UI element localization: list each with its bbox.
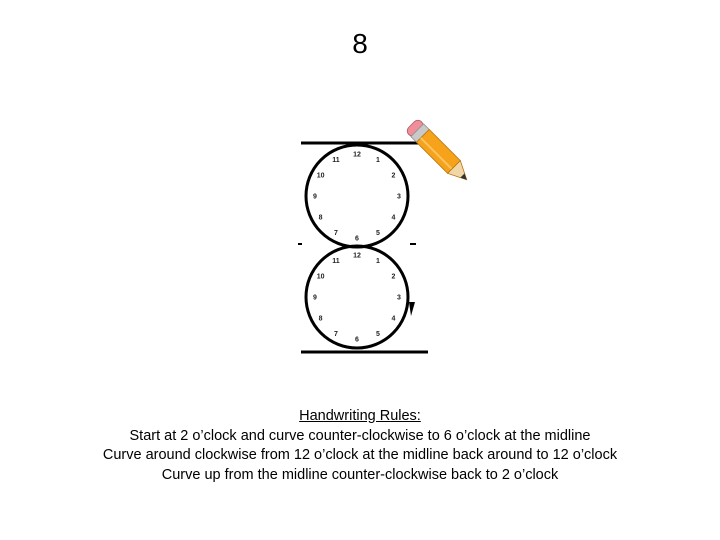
slide-title: 8 (352, 28, 368, 59)
upper-clock-number-6: 6 (355, 235, 359, 243)
direction-arrow-icon (409, 302, 415, 316)
lower-clock-number-7: 7 (334, 330, 338, 338)
upper-clock-number-7: 7 (334, 229, 338, 237)
upper-clock-number-8: 8 (318, 214, 323, 222)
upper-clock-number-2: 2 (391, 172, 396, 180)
handwriting-rules (0, 407, 720, 485)
lower-clock-number-4: 4 (391, 315, 396, 323)
upper-clock-number-10: 10 (316, 172, 325, 180)
lower-clock-number-9: 9 (313, 294, 317, 302)
lower-clock-number-5: 5 (376, 330, 380, 338)
upper-clock-number-11: 11 (332, 157, 340, 165)
rules-heading: Handwriting Rules: (299, 408, 421, 424)
lower-clock-number-10: 10 (316, 273, 325, 281)
upper-clock-number-3: 3 (397, 193, 401, 201)
rule-line-2: Curve around clockwise from 12 o’clock at the midline back around to 12 o’clock (102, 447, 618, 463)
rule-line-1: Start at 2 o’clock and curve counter-clockwise to 6 o’clock at the midline (129, 427, 591, 444)
lower-clock-face (313, 253, 401, 344)
lower-clock-number-12: 12 (353, 252, 361, 260)
upper-clock-number-12: 12 (353, 151, 361, 159)
lower-clock-number-1: 1 (376, 258, 380, 266)
lower-loop (306, 246, 408, 348)
upper-loop (306, 145, 408, 247)
upper-clock-number-4: 4 (391, 214, 396, 222)
rule-line-3: Curve up from the midline counter-clockwise back to 2 o’clock (161, 466, 559, 483)
upper-clock-number-5: 5 (376, 229, 380, 237)
lower-clock-number-8: 8 (318, 315, 323, 323)
lower-clock-number-11: 11 (332, 258, 340, 266)
lower-clock-number-3: 3 (397, 294, 401, 302)
upper-clock-number-9: 9 (313, 193, 317, 201)
lower-clock-number-6: 6 (355, 336, 359, 344)
upper-clock-face (313, 152, 401, 243)
pencil-icon (405, 118, 473, 186)
lower-clock-number-2: 2 (391, 273, 396, 281)
upper-clock-number-1: 1 (376, 157, 380, 165)
